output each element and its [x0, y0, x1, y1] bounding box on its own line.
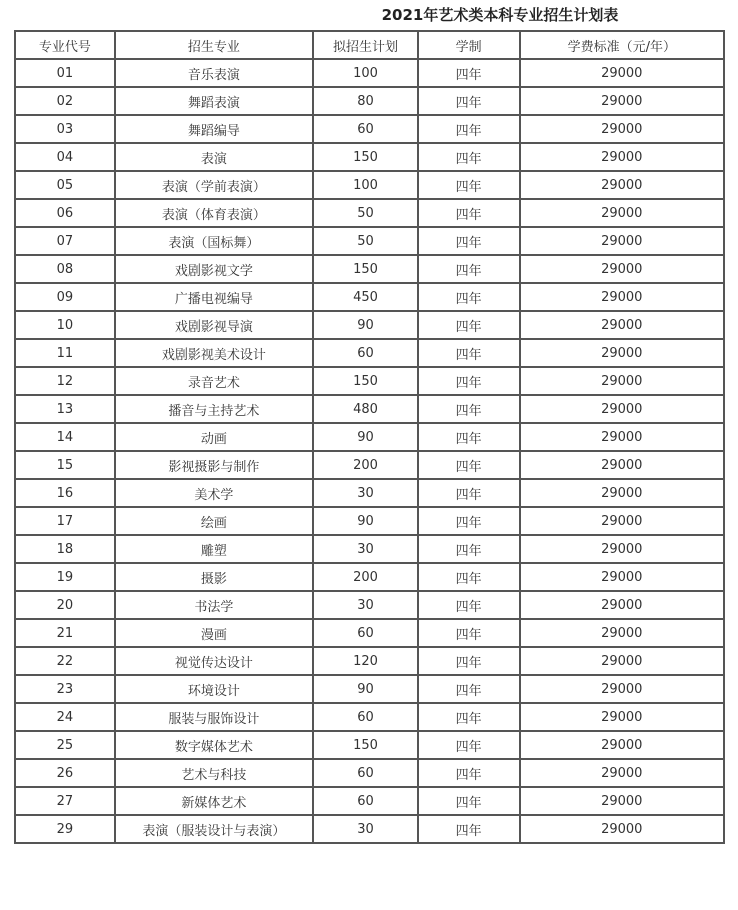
cell-plan: 200 — [313, 451, 418, 479]
cell-tuition: 29000 — [520, 619, 724, 647]
header-plan: 拟招生计划 — [313, 31, 418, 59]
cell-major: 表演（学前表演） — [115, 171, 313, 199]
cell-plan: 200 — [313, 563, 418, 591]
cell-duration: 四年 — [418, 143, 520, 171]
cell-duration: 四年 — [418, 563, 520, 591]
table-row — [15, 227, 724, 255]
enrollment-plan-table — [14, 30, 725, 844]
cell-code: 21 — [15, 619, 115, 647]
cell-code: 17 — [15, 507, 115, 535]
cell-tuition: 29000 — [520, 143, 724, 171]
cell-code: 23 — [15, 675, 115, 703]
cell-major: 音乐表演 — [115, 59, 313, 87]
cell-duration: 四年 — [418, 283, 520, 311]
cell-tuition: 29000 — [520, 787, 724, 815]
cell-duration: 四年 — [418, 535, 520, 563]
cell-major: 影视摄影与制作 — [115, 451, 313, 479]
cell-major: 新媒体艺术 — [115, 787, 313, 815]
table-row — [15, 787, 724, 815]
header-tuition: 学费标准（元/年） — [520, 31, 724, 59]
cell-major: 视觉传达设计 — [115, 647, 313, 675]
cell-code: 27 — [15, 787, 115, 815]
table-row — [15, 199, 724, 227]
cell-code: 14 — [15, 423, 115, 451]
table-row — [15, 339, 724, 367]
cell-plan: 90 — [313, 507, 418, 535]
cell-major: 戏剧影视导演 — [115, 311, 313, 339]
cell-plan: 100 — [313, 171, 418, 199]
cell-duration: 四年 — [418, 227, 520, 255]
cell-duration: 四年 — [418, 759, 520, 787]
cell-tuition: 29000 — [520, 339, 724, 367]
cell-tuition: 29000 — [520, 815, 724, 843]
cell-tuition: 29000 — [520, 591, 724, 619]
cell-major: 书法学 — [115, 591, 313, 619]
cell-code: 24 — [15, 703, 115, 731]
cell-duration: 四年 — [418, 675, 520, 703]
table-row — [15, 311, 724, 339]
cell-code: 26 — [15, 759, 115, 787]
cell-major: 服装与服饰设计 — [115, 703, 313, 731]
cell-tuition: 29000 — [520, 199, 724, 227]
cell-duration: 四年 — [418, 115, 520, 143]
table-row — [15, 507, 724, 535]
cell-duration: 四年 — [418, 479, 520, 507]
cell-tuition: 29000 — [520, 563, 724, 591]
cell-tuition: 29000 — [520, 395, 724, 423]
cell-duration: 四年 — [418, 451, 520, 479]
cell-plan: 450 — [313, 283, 418, 311]
table-row — [15, 815, 724, 843]
table-row — [15, 731, 724, 759]
cell-code: 07 — [15, 227, 115, 255]
cell-tuition: 29000 — [520, 311, 724, 339]
cell-major: 环境设计 — [115, 675, 313, 703]
table-title: 2021年艺术类本科专业招生计划表 — [381, 6, 619, 24]
cell-plan: 30 — [313, 591, 418, 619]
cell-duration: 四年 — [418, 703, 520, 731]
cell-duration: 四年 — [418, 591, 520, 619]
cell-tuition: 29000 — [520, 675, 724, 703]
cell-code: 10 — [15, 311, 115, 339]
cell-major: 录音艺术 — [115, 367, 313, 395]
table-row — [15, 115, 724, 143]
header-row — [15, 31, 724, 59]
table-row — [15, 563, 724, 591]
cell-code: 20 — [15, 591, 115, 619]
cell-code: 15 — [15, 451, 115, 479]
cell-plan: 60 — [313, 115, 418, 143]
cell-tuition: 29000 — [520, 367, 724, 395]
cell-code: 25 — [15, 731, 115, 759]
cell-duration: 四年 — [418, 731, 520, 759]
cell-major: 表演（国标舞） — [115, 227, 313, 255]
cell-plan: 30 — [313, 815, 418, 843]
cell-plan: 150 — [313, 143, 418, 171]
cell-tuition: 29000 — [520, 647, 724, 675]
cell-code: 18 — [15, 535, 115, 563]
cell-tuition: 29000 — [520, 87, 724, 115]
table-row — [15, 283, 724, 311]
table-row — [15, 619, 724, 647]
cell-duration: 四年 — [418, 647, 520, 675]
cell-duration: 四年 — [418, 199, 520, 227]
cell-code: 02 — [15, 87, 115, 115]
cell-duration: 四年 — [418, 395, 520, 423]
cell-duration: 四年 — [418, 619, 520, 647]
cell-duration: 四年 — [418, 507, 520, 535]
cell-duration: 四年 — [418, 171, 520, 199]
table-row — [15, 143, 724, 171]
cell-tuition: 29000 — [520, 423, 724, 451]
cell-duration: 四年 — [418, 815, 520, 843]
cell-duration: 四年 — [418, 423, 520, 451]
cell-major: 表演（体育表演） — [115, 199, 313, 227]
cell-major: 表演（服装设计与表演） — [115, 815, 313, 843]
cell-plan: 120 — [313, 647, 418, 675]
cell-plan: 90 — [313, 675, 418, 703]
header-major: 招生专业 — [115, 31, 313, 59]
cell-tuition: 29000 — [520, 731, 724, 759]
cell-code: 01 — [15, 59, 115, 87]
cell-plan: 30 — [313, 535, 418, 563]
table-row — [15, 759, 724, 787]
table-row — [15, 675, 724, 703]
cell-plan: 90 — [313, 311, 418, 339]
cell-plan: 60 — [313, 787, 418, 815]
cell-code: 19 — [15, 563, 115, 591]
cell-code: 04 — [15, 143, 115, 171]
cell-tuition: 29000 — [520, 507, 724, 535]
cell-major: 广播电视编导 — [115, 283, 313, 311]
cell-tuition: 29000 — [520, 759, 724, 787]
cell-plan: 90 — [313, 423, 418, 451]
cell-duration: 四年 — [418, 787, 520, 815]
cell-plan: 60 — [313, 619, 418, 647]
cell-tuition: 29000 — [520, 115, 724, 143]
cell-code: 12 — [15, 367, 115, 395]
cell-plan: 150 — [313, 731, 418, 759]
cell-code: 16 — [15, 479, 115, 507]
cell-plan: 480 — [313, 395, 418, 423]
cell-major: 戏剧影视美术设计 — [115, 339, 313, 367]
cell-code: 11 — [15, 339, 115, 367]
cell-major: 动画 — [115, 423, 313, 451]
cell-code: 08 — [15, 255, 115, 283]
cell-major: 表演 — [115, 143, 313, 171]
cell-code: 05 — [15, 171, 115, 199]
cell-major: 舞蹈编导 — [115, 115, 313, 143]
cell-plan: 150 — [313, 367, 418, 395]
cell-major: 舞蹈表演 — [115, 87, 313, 115]
cell-major: 摄影 — [115, 563, 313, 591]
cell-plan: 60 — [313, 759, 418, 787]
header-code: 专业代号 — [15, 31, 115, 59]
cell-tuition: 29000 — [520, 479, 724, 507]
cell-duration: 四年 — [418, 87, 520, 115]
cell-plan: 60 — [313, 339, 418, 367]
cell-plan: 80 — [313, 87, 418, 115]
cell-major: 戏剧影视文学 — [115, 255, 313, 283]
cell-major: 漫画 — [115, 619, 313, 647]
table-row — [15, 171, 724, 199]
cell-tuition: 29000 — [520, 535, 724, 563]
cell-tuition: 29000 — [520, 451, 724, 479]
cell-tuition: 29000 — [520, 171, 724, 199]
table-row — [15, 423, 724, 451]
cell-major: 播音与主持艺术 — [115, 395, 313, 423]
cell-code: 29 — [15, 815, 115, 843]
cell-code: 13 — [15, 395, 115, 423]
table-row — [15, 451, 724, 479]
cell-duration: 四年 — [418, 311, 520, 339]
cell-plan: 50 — [313, 199, 418, 227]
table-row — [15, 703, 724, 731]
cell-duration: 四年 — [418, 339, 520, 367]
cell-duration: 四年 — [418, 59, 520, 87]
table-row — [15, 87, 724, 115]
cell-tuition: 29000 — [520, 283, 724, 311]
cell-code: 06 — [15, 199, 115, 227]
cell-plan: 30 — [313, 479, 418, 507]
cell-plan: 60 — [313, 703, 418, 731]
table-row — [15, 255, 724, 283]
table-row — [15, 535, 724, 563]
cell-tuition: 29000 — [520, 255, 724, 283]
cell-major: 美术学 — [115, 479, 313, 507]
cell-code: 09 — [15, 283, 115, 311]
cell-major: 雕塑 — [115, 535, 313, 563]
table-row — [15, 479, 724, 507]
table-row — [15, 367, 724, 395]
table-row — [15, 395, 724, 423]
cell-plan: 100 — [313, 59, 418, 87]
cell-tuition: 29000 — [520, 227, 724, 255]
cell-duration: 四年 — [418, 367, 520, 395]
cell-major: 数字媒体艺术 — [115, 731, 313, 759]
cell-duration: 四年 — [418, 255, 520, 283]
table-row — [15, 647, 724, 675]
cell-major: 绘画 — [115, 507, 313, 535]
cell-major: 艺术与科技 — [115, 759, 313, 787]
cell-tuition: 29000 — [520, 59, 724, 87]
header-duration: 学制 — [418, 31, 520, 59]
cell-plan: 50 — [313, 227, 418, 255]
cell-code: 22 — [15, 647, 115, 675]
table-row — [15, 59, 724, 87]
table-row — [15, 591, 724, 619]
cell-code: 03 — [15, 115, 115, 143]
cell-tuition: 29000 — [520, 703, 724, 731]
cell-plan: 150 — [313, 255, 418, 283]
